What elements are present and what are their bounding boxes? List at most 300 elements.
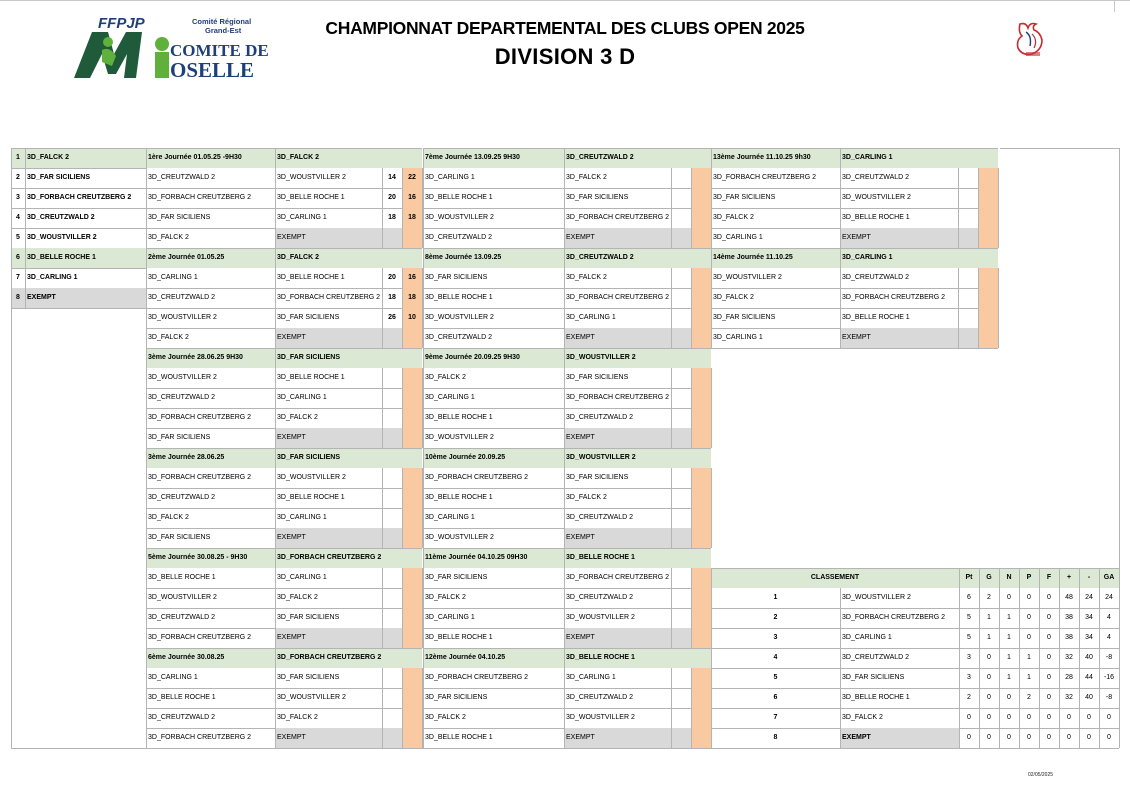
grid-line [978, 268, 979, 288]
score-a [382, 228, 402, 248]
match-team-a: 3D_FORBACH CREUTZBERG 2 [148, 634, 252, 641]
match-team-b: 3D_WOUSTVILLER 2 [842, 194, 911, 201]
grid-line [671, 208, 672, 228]
round-title: 9ème Journée 20.09.25 9H30 [423, 348, 564, 368]
match-team-a: 3D_FORBACH CREUTZBERG 2 [148, 474, 252, 481]
match-team-b: EXEMPT [275, 428, 382, 448]
standings-value: 0 [1067, 734, 1071, 741]
score-b [691, 188, 711, 208]
match-team-b: EXEMPT [564, 328, 671, 348]
standings-rank: 2 [773, 614, 778, 621]
grid-line [671, 508, 672, 528]
score-b [691, 508, 711, 528]
grid-line [691, 668, 692, 688]
score-a [382, 468, 402, 488]
grid-line [691, 588, 692, 608]
grid-line [671, 668, 672, 688]
grid-line [382, 208, 383, 228]
ffpjp-rooster-logo [1012, 18, 1050, 60]
svg-text:Comité Régional: Comité Régional [192, 17, 252, 26]
standings-value: 40 [1085, 654, 1093, 661]
score-a: 20 [388, 194, 396, 201]
grid-line [840, 588, 841, 748]
match-team-b: EXEMPT [275, 328, 382, 348]
score-b [402, 728, 422, 748]
standings-value: 1 [1007, 614, 1011, 621]
standings-team: 3D_BELLE ROCHE 1 [842, 694, 910, 701]
match-team-b: 3D_CARLING 1 [566, 314, 616, 321]
match-team-b: 3D_WOUSTVILLER 2 [566, 614, 635, 621]
team-number: 3 [16, 194, 20, 201]
grid-line [978, 208, 979, 228]
grid-line [382, 328, 383, 348]
score-b [402, 408, 422, 428]
standings-value: 2 [987, 594, 991, 601]
grid-line [423, 148, 711, 149]
grid-line [958, 328, 959, 348]
grid-line [146, 448, 422, 449]
standings-team: 3D_CREUTZWALD 2 [842, 654, 910, 661]
score-a [671, 308, 691, 328]
grid-line [998, 228, 999, 248]
grid-line [671, 728, 672, 748]
grid-line [671, 688, 672, 708]
match-team-b: EXEMPT [840, 328, 958, 348]
grid-line [275, 348, 276, 448]
score-b [978, 188, 998, 208]
grid-line [564, 548, 565, 648]
match-team-b: 3D_FAR SICILIENS [277, 614, 340, 621]
match-team-a: 3D_CARLING 1 [425, 394, 475, 401]
match-team-b: 3D_BELLE ROCHE 1 [277, 274, 345, 281]
grid-line [146, 248, 422, 249]
grid-line [275, 648, 276, 748]
match-team-b: 3D_CARLING 1 [277, 514, 327, 521]
score-a [671, 228, 691, 248]
standings-team: 3D_CARLING 1 [842, 634, 892, 641]
score-a [671, 728, 691, 748]
match-team-a: 3D_BELLE ROCHE 1 [148, 574, 216, 581]
match-team-b: 3D_FORBACH CREUTZBERG 2 [842, 294, 946, 301]
score-a [382, 628, 402, 648]
round-host: 3D_WOUSTVILLER 2 [564, 348, 711, 368]
grid-line [711, 508, 712, 528]
standings-col-header: N [999, 568, 1019, 588]
team-name: 3D_WOUSTVILLER 2 [27, 234, 97, 241]
standings-value: 0 [1107, 734, 1111, 741]
standings-value: 0 [1007, 734, 1011, 741]
grid-line [564, 448, 565, 548]
grid-line [402, 708, 403, 728]
grid-line [998, 288, 999, 308]
round-title: 7ème Journée 13.09.25 9H30 [423, 148, 564, 168]
score-b [402, 228, 422, 248]
match-team-a: 3D_FALCK 2 [425, 374, 466, 381]
grid-line [691, 228, 692, 248]
score-a [382, 608, 402, 628]
standings-value: 0 [1027, 614, 1031, 621]
match-team-b: 3D_CREUTZWALD 2 [566, 514, 634, 521]
match-team-a: 3D_BELLE ROCHE 1 [425, 414, 493, 421]
grid-line [711, 408, 712, 428]
grid-line [958, 188, 959, 208]
round-title: 5ème Journée 30.08.25 - 9H30 [146, 548, 275, 568]
grid-line [671, 488, 672, 508]
grid-line [402, 408, 403, 428]
match-team-b: 3D_WOUSTVILLER 2 [566, 714, 635, 721]
grid-line [691, 368, 692, 388]
score-a [382, 528, 402, 548]
match-team-a: 3D_FAR SICILIENS [425, 574, 488, 581]
standings-value: 0 [1047, 614, 1051, 621]
score-b [691, 588, 711, 608]
match-team-b: 3D_FALCK 2 [277, 414, 318, 421]
page-top-border [0, 0, 1130, 6]
match-team-a: 3D_FORBACH CREUTZBERG 2 [425, 674, 529, 681]
score-b [691, 228, 711, 248]
score-b [978, 288, 998, 308]
standings-rank: 8 [773, 734, 778, 741]
grid-line [691, 508, 692, 528]
standings-value: -8 [1105, 654, 1113, 661]
team-name: 3D_CARLING 1 [27, 274, 78, 281]
standings-value: 0 [1027, 734, 1031, 741]
team-number: 2 [16, 174, 20, 181]
grid-line [711, 568, 1119, 569]
round-host: 3D_FALCK 2 [275, 148, 422, 168]
grid-line [423, 148, 424, 248]
match-team-b: 3D_CREUTZWALD 2 [566, 414, 634, 421]
standings-value: 0 [1027, 594, 1031, 601]
score-a: 14 [388, 174, 396, 181]
standings-rank: 7 [773, 714, 778, 721]
grid-line [671, 608, 672, 628]
footer-date: 02/05/2025 [1028, 772, 1054, 778]
match-team-b: 3D_FORBACH CREUTZBERG 2 [277, 294, 381, 301]
match-team-a: 3D_FALCK 2 [148, 514, 189, 521]
standings-value: 5 [967, 634, 971, 641]
grid-line [691, 168, 692, 188]
standings-value: 1 [1027, 654, 1031, 661]
score-a [382, 368, 402, 388]
match-team-a: 3D_BELLE ROCHE 1 [425, 194, 493, 201]
match-team-a: 3D_FORBACH CREUTZBERG 2 [148, 734, 252, 741]
team-number: 8 [11, 288, 25, 308]
match-team-b: 3D_CREUTZWALD 2 [566, 594, 634, 601]
standings-value: 0 [987, 734, 991, 741]
score-a [958, 168, 978, 188]
score-b: 10 [402, 308, 422, 328]
match-team-b: EXEMPT [275, 728, 382, 748]
score-b: 16 [402, 188, 422, 208]
grid-line [146, 548, 422, 549]
grid-line [382, 728, 383, 748]
round-host: 3D_WOUSTVILLER 2 [564, 448, 711, 468]
grid-line [402, 308, 403, 328]
match-team-a: 3D_CARLING 1 [425, 514, 475, 521]
match-team-b: 3D_CARLING 1 [566, 674, 616, 681]
score-b [691, 628, 711, 648]
score-a [382, 688, 402, 708]
grid-line [998, 328, 999, 348]
score-a [382, 508, 402, 528]
score-a [958, 228, 978, 248]
score-b [691, 288, 711, 308]
grid-line [691, 268, 692, 288]
grid-line [691, 328, 692, 348]
standings-value: 0 [1047, 694, 1051, 701]
grid-line [402, 508, 403, 528]
grid-line [958, 228, 959, 248]
grid-line [671, 528, 672, 548]
score-b: 18 [402, 288, 422, 308]
team-number: 1 [11, 148, 25, 168]
grid-line [402, 668, 403, 688]
round-title: 12ème Journée 04.10.25 [423, 648, 564, 668]
grid-line [671, 468, 672, 488]
grid-line [564, 248, 565, 348]
grid-line [146, 448, 147, 548]
score-b [691, 328, 711, 348]
match-team-a: 3D_WOUSTVILLER 2 [148, 594, 217, 601]
match-team-a: 3D_FAR SICILIENS [148, 214, 211, 221]
grid-line [691, 568, 692, 588]
grid-line [671, 388, 672, 408]
score-a [671, 368, 691, 388]
match-team-b: EXEMPT [564, 228, 671, 248]
score-a [671, 328, 691, 348]
standings-value: 0 [1047, 674, 1051, 681]
standings-col-header: + [1059, 568, 1079, 588]
grid-line [402, 528, 403, 548]
grid-line [691, 688, 692, 708]
round-host: 3D_CREUTZWALD 2 [564, 148, 711, 168]
standings-rank: 1 [773, 594, 778, 601]
score-b [978, 208, 998, 228]
match-team-b: 3D_BELLE ROCHE 1 [277, 494, 345, 501]
match-team-b: EXEMPT [564, 728, 671, 748]
grid-line [978, 328, 979, 348]
round-title: 11ème Journée 04.10.25 09H30 [423, 548, 564, 568]
grid-line [711, 148, 712, 248]
standings-col-header: - [1079, 568, 1099, 588]
grid-line [711, 248, 998, 249]
standings-value: 1 [1027, 674, 1031, 681]
standings-value: 24 [1085, 594, 1093, 601]
match-team-a: 3D_WOUSTVILLER 2 [425, 534, 494, 541]
match-team-b: 3D_WOUSTVILLER 2 [277, 174, 346, 181]
match-team-b: EXEMPT [275, 528, 382, 548]
standings-value: 2 [1027, 694, 1031, 701]
grid-line [11, 148, 12, 748]
grid-line [146, 548, 147, 648]
standings-team: 3D_FORBACH CREUTZBERG 2 [842, 614, 946, 621]
standings-value: 1 [987, 634, 991, 641]
page-corner-border [1114, 0, 1115, 12]
grid-line [382, 228, 383, 248]
svg-text:OSELLE: OSELLE [170, 58, 255, 82]
match-team-a: 3D_BELLE ROCHE 1 [425, 494, 493, 501]
standings-value: 0 [1067, 714, 1071, 721]
score-b [978, 228, 998, 248]
grid-line [275, 448, 276, 548]
score-a [958, 288, 978, 308]
score-a [382, 568, 402, 588]
grid-line [402, 268, 403, 288]
grid-line [711, 428, 712, 448]
grid-line [671, 708, 672, 728]
standings-value: 0 [1007, 714, 1011, 721]
score-a [382, 388, 402, 408]
grid-line [564, 348, 565, 448]
team-number: 6 [11, 248, 25, 268]
standings-value: 5 [967, 614, 971, 621]
grid-line [402, 288, 403, 308]
grid-line [691, 288, 692, 308]
standings-value: 0 [1087, 714, 1091, 721]
score-a: 18 [388, 214, 396, 221]
grid-line [423, 548, 711, 549]
match-team-b: EXEMPT [840, 228, 958, 248]
grid-line [423, 448, 711, 449]
round-title: 1ère Journée 01.05.25 -9H30 [146, 148, 275, 168]
grid-line [423, 448, 424, 548]
score-b [691, 728, 711, 748]
standings-value: 1 [1007, 654, 1011, 661]
team-name: 3D_CREUTZWALD 2 [27, 214, 95, 221]
standings-value: 0 [987, 714, 991, 721]
match-team-a: 3D_FALCK 2 [713, 294, 754, 301]
standings-value: 48 [1065, 594, 1073, 601]
match-team-b: 3D_BELLE ROCHE 1 [842, 314, 910, 321]
standings-rank: 3 [773, 634, 778, 641]
grid-line [402, 428, 403, 448]
standings-rank: 4 [773, 654, 778, 661]
standings-value: 0 [1107, 714, 1111, 721]
grid-line [998, 308, 999, 328]
standings-value: 0 [1047, 654, 1051, 661]
score-a [671, 268, 691, 288]
standings-value: 3 [967, 674, 971, 681]
score-a [671, 628, 691, 648]
grid-line [382, 428, 383, 448]
standings-value: 1 [987, 614, 991, 621]
round-host: 3D_CARLING 1 [840, 248, 998, 268]
standings-col-header: F [1039, 568, 1059, 588]
score-b [402, 608, 422, 628]
team-number: 7 [16, 274, 20, 281]
score-a [671, 388, 691, 408]
grid-line [958, 308, 959, 328]
grid-line [382, 688, 383, 708]
standings-team: 3D_WOUSTVILLER 2 [842, 594, 911, 601]
standings-value: 0 [1007, 694, 1011, 701]
match-team-a: 3D_CREUTZWALD 2 [148, 174, 216, 181]
grid-line [423, 248, 711, 249]
match-team-b: 3D_FORBACH CREUTZBERG 2 [566, 574, 670, 581]
score-a [382, 408, 402, 428]
match-team-a: 3D_BELLE ROCHE 1 [425, 294, 493, 301]
match-team-a: 3D_BELLE ROCHE 1 [425, 734, 493, 741]
grid-line [691, 428, 692, 448]
match-team-a: 3D_FAR SICILIENS [713, 194, 776, 201]
grid-line [146, 648, 147, 748]
standings-team: 3D_FAR SICILIENS [842, 674, 905, 681]
grid-line [146, 248, 147, 348]
standings-col-header: G [979, 568, 999, 588]
score-b [402, 588, 422, 608]
match-team-a: 3D_WOUSTVILLER 2 [148, 314, 217, 321]
standings-value: 0 [987, 694, 991, 701]
match-team-a: 3D_CREUTZWALD 2 [148, 394, 216, 401]
match-team-a: 3D_FALCK 2 [425, 714, 466, 721]
score-a [671, 668, 691, 688]
match-team-b: 3D_FAR SICILIENS [277, 314, 340, 321]
match-team-b: 3D_FALCK 2 [277, 714, 318, 721]
round-host: 3D_FAR SICILIENS [275, 448, 422, 468]
grid-line [382, 528, 383, 548]
score-b [402, 628, 422, 648]
grid-line [382, 468, 383, 488]
grid-line [691, 708, 692, 728]
grid-line [382, 308, 383, 328]
grid-line [423, 648, 424, 748]
score-b [691, 568, 711, 588]
grid-line [711, 488, 712, 508]
round-host: 3D_CREUTZWALD 2 [564, 248, 711, 268]
standings-value: 0 [1047, 734, 1051, 741]
score-b [978, 308, 998, 328]
score-a [671, 428, 691, 448]
grid-line [711, 568, 712, 748]
match-team-b: 3D_FAR SICILIENS [566, 194, 629, 201]
score-b [402, 708, 422, 728]
score-a [671, 508, 691, 528]
grid-line [691, 308, 692, 328]
match-team-b: 3D_FALCK 2 [566, 274, 607, 281]
match-team-a: 3D_FAR SICILIENS [425, 694, 488, 701]
match-team-a: 3D_CARLING 1 [713, 234, 763, 241]
team-name: EXEMPT [25, 288, 146, 308]
standings-value: 44 [1085, 674, 1093, 681]
grid-line [382, 588, 383, 608]
round-host: 3D_BELLE ROCHE 1 [564, 648, 711, 668]
grid-line [691, 488, 692, 508]
round-title: 3ème Journée 28.06.25 [146, 448, 275, 468]
score-a [671, 708, 691, 728]
grid-line [382, 368, 383, 388]
grid-line [711, 248, 712, 348]
match-team-a: 3D_WOUSTVILLER 2 [713, 274, 782, 281]
score-b [691, 608, 711, 628]
match-team-b: 3D_BELLE ROCHE 1 [277, 194, 345, 201]
match-team-b: EXEMPT [275, 628, 382, 648]
grid-line [978, 228, 979, 248]
score-b [691, 208, 711, 228]
match-team-b: 3D_FALCK 2 [566, 174, 607, 181]
score-a: 20 [388, 274, 396, 281]
standings-value: 38 [1065, 634, 1073, 641]
grid-line [402, 368, 403, 388]
grid-line [382, 488, 383, 508]
grid-line [382, 168, 383, 188]
match-team-a: 3D_FALCK 2 [713, 214, 754, 221]
grid-line [275, 548, 276, 648]
match-team-b: 3D_BELLE ROCHE 1 [277, 374, 345, 381]
grid-line [711, 468, 712, 488]
page-subtitle: DIVISION 3 D [494, 44, 636, 69]
svg-text:FFPJP: FFPJP [98, 15, 145, 32]
